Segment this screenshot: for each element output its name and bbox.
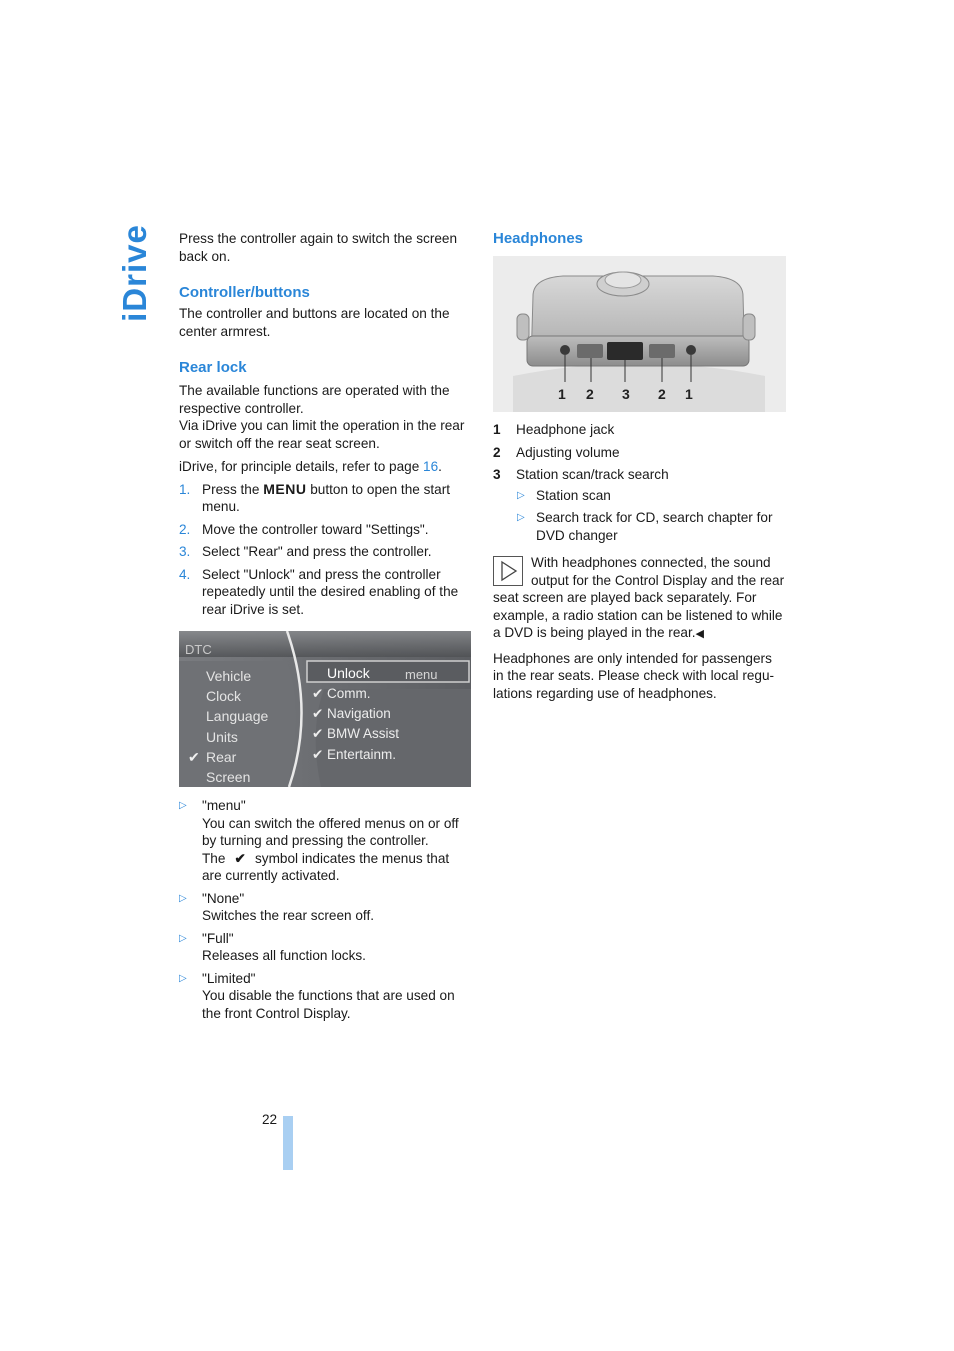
steps-list xyxy=(179,481,471,619)
list-item: ▷ "menu" You can switch the offered menus on or off by turning and pressing the controller. The ✔ symbol indicates the menus that are currently activated. xyxy=(179,798,459,883)
page-link[interactable]: 16 xyxy=(423,459,439,474)
sub-list xyxy=(516,487,786,545)
page-reference: iDrive, for principle details, refer to page 16. xyxy=(179,459,442,474)
triangle-bullet-icon: ▷ xyxy=(179,800,187,811)
idrive-screen-image xyxy=(179,631,471,787)
list-item: 1. Press the MENU button to open the start menu. xyxy=(179,480,451,514)
list-item: 2 Adjusting volume xyxy=(493,444,620,460)
screen-menu-label: menu xyxy=(405,667,438,682)
check-icon: ✔ xyxy=(312,726,324,742)
triangle-bullet-icon: ▷ xyxy=(179,972,187,984)
screen-menu-item-rear: ✔ Rear xyxy=(206,747,268,767)
list-item: ▷ Search track for CD, search chapter for DVD changer xyxy=(517,510,773,543)
screen-menu-item: Screen xyxy=(206,769,251,786)
screen-menu-item: Vehicle xyxy=(206,668,252,684)
check-icon: ✔ xyxy=(188,748,200,765)
triangle-bullet-icon: ▷ xyxy=(179,892,187,904)
list-item: 3 Station scan/track search ▷ Station scan ▷ Search track for CD, search chapter for DVD changer xyxy=(493,466,786,544)
headphones-paragraph: Headphones are only intended for passengers in the rear seats. Please check with local regu-lations regarding use of headphones. xyxy=(493,650,775,701)
menu-button-icon: MENU xyxy=(263,480,307,497)
screen-option-item: ✔ Entertainm. xyxy=(327,745,399,765)
photo-label: 2 xyxy=(586,386,594,402)
controller-heading: Controller/buttons xyxy=(179,284,310,301)
screen-right-menu xyxy=(312,684,400,765)
left-column xyxy=(179,230,471,1027)
triangle-bullet-icon: ▷ xyxy=(179,932,187,944)
note-text: With headphones connected, the sound output for the Control Display and the rear seat screen are played back separately. For example, a radio station can be listened to while a DVD is being played in the rear.◀ xyxy=(493,555,785,640)
chapter-side-title: iDrive xyxy=(116,224,153,322)
check-icon: ✔ xyxy=(312,746,324,762)
rear-lock-para1: The available functions are operated with the respective controller. xyxy=(179,383,450,416)
right-column xyxy=(493,230,786,702)
controller-text: The controller and buttons are located on the center armrest. xyxy=(179,306,450,339)
screen-option-item: ✔ Comm. xyxy=(327,684,399,704)
page-number: 22 xyxy=(262,1112,278,1127)
check-icon: ✔ xyxy=(312,706,324,722)
headphones-photo xyxy=(493,256,786,412)
list-item: ▷ "None" Switches the rear screen off. xyxy=(179,890,375,923)
list-item: ▷ Station scan xyxy=(517,487,611,503)
rear-lock-heading: Rear lock xyxy=(179,359,247,376)
list-item: 4. Select "Unlock" and press the controller repeatedly until the desired enabling of the rear iDrive is set. xyxy=(179,566,459,617)
list-item: 1 Headphone jack xyxy=(493,422,615,437)
list-item: ▷ "Limited" You disable the functions that are used on the front Control Display. xyxy=(179,970,455,1021)
options-list xyxy=(179,797,471,1022)
photo-label: 1 xyxy=(558,386,566,402)
triangle-bullet-icon: ▷ xyxy=(517,489,525,501)
screen-left-menu xyxy=(188,666,269,787)
page-edge-bar xyxy=(283,1116,293,1170)
list-item: ▷ "Full" Releases all function locks. xyxy=(179,930,366,963)
screen-menu-item: Units xyxy=(206,728,238,745)
screen-option-item: ✔ BMW Assist xyxy=(327,724,399,744)
legend-list xyxy=(493,421,786,544)
screen-header: DTC xyxy=(185,642,212,657)
photo-label: 3 xyxy=(622,386,630,402)
headphones-graphic xyxy=(493,256,786,412)
rear-lock-para2: Via iDrive you can limit the operation in the rear or switch off the rear seat screen. xyxy=(179,418,465,451)
screen-menu-item: Language xyxy=(206,708,269,725)
list-item: 3. Select "Rear" and press the controller. xyxy=(179,544,432,559)
headphones-heading: Headphones xyxy=(493,230,584,247)
photo-label: 2 xyxy=(658,386,666,402)
end-marker-icon: ◀ xyxy=(695,628,704,640)
note-box xyxy=(493,554,786,644)
check-icon: ✔ xyxy=(234,850,246,866)
screen-unlock-label: Unlock xyxy=(327,665,370,681)
note-triangle-icon xyxy=(493,556,523,586)
check-icon: ✔ xyxy=(312,686,324,701)
photo-label: 1 xyxy=(685,386,693,402)
triangle-bullet-icon: ▷ xyxy=(517,512,525,523)
screen-menu-item: Clock xyxy=(206,688,242,705)
intro-paragraph: Press the controller again to switch the screen back on. xyxy=(179,231,458,264)
screen-option-item: ✔ Navigation xyxy=(327,704,399,724)
list-item: 2. Move the controller toward "Settings". xyxy=(179,521,429,537)
